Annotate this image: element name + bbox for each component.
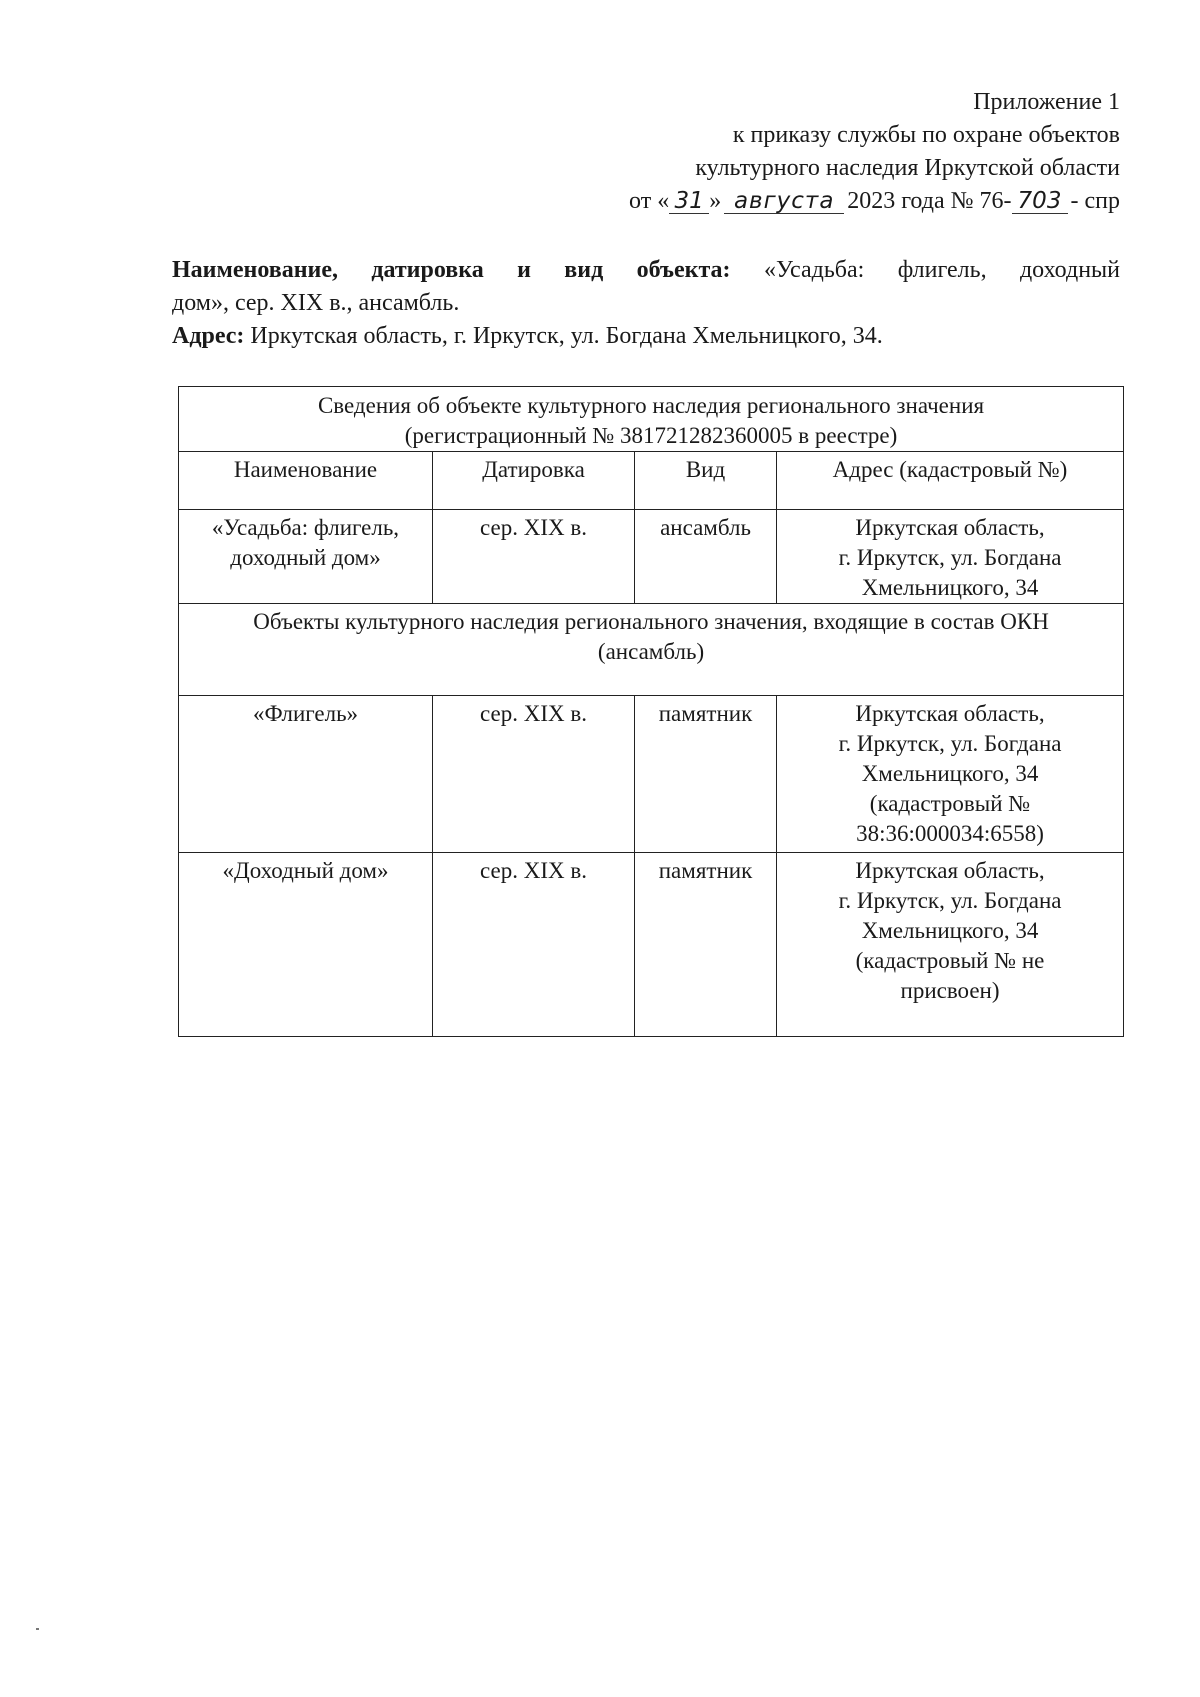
table-title-row — [179, 387, 1124, 452]
date-prefix: от « — [629, 188, 670, 214]
table-subtitle-row — [179, 604, 1124, 696]
column-header-name: Наименование — [179, 452, 433, 510]
handwritten-day: 31 — [669, 189, 709, 214]
table-row — [179, 510, 1124, 604]
table-row — [179, 853, 1124, 1037]
object-name-line — [172, 254, 1120, 287]
appendix-header — [560, 86, 1120, 218]
cell-address: Иркутская область, г. Иркутск, ул. Богдана Хмельницкого, 34 — [777, 510, 1124, 604]
date-mid: » — [709, 188, 722, 214]
object-address-label: Адрес: — [172, 323, 245, 349]
object-address-value: Иркутская область, г. Иркутск, ул. Богдана Хмельницкого, 34. — [250, 323, 883, 349]
column-header-type: Вид — [635, 452, 777, 510]
heritage-object-table — [178, 386, 1124, 1037]
cell-dating: сер. XIX в. — [433, 510, 635, 604]
cell-dating: сер. XIX в. — [433, 853, 635, 1037]
table-title-cell: Сведения об объекте культурного наследия регионального значения (регистрационный № 381721282360005 в реестре) — [179, 387, 1124, 452]
cell-type: ансамбль — [635, 510, 777, 604]
cell-dating: сер. XIX в. — [433, 696, 635, 853]
object-info — [172, 254, 1120, 353]
order-reference: к приказу службы по охране объектов — [732, 122, 1120, 148]
table-row — [179, 696, 1124, 853]
cell-name: «Доходный дом» — [179, 853, 433, 1037]
scan-speck — [36, 1628, 39, 1630]
date-year-text: 2023 года № 76- — [847, 188, 1012, 214]
order-date-line — [560, 185, 1120, 218]
handwritten-month: августа — [724, 189, 844, 214]
object-name-continuation: дом», сер. XIX в., ансамбль. — [172, 290, 460, 316]
table-subtitle-cell: Объекты культурного наследия регионального значения, входящие в состав ОКН (ансамбль) — [179, 604, 1124, 696]
cell-name: «Флигель» — [179, 696, 433, 853]
cell-type: памятник — [635, 696, 777, 853]
handwritten-order-number: 703 — [1012, 189, 1068, 214]
object-name-label: Наименование, датировка и вид объекта: — [172, 257, 731, 283]
column-header-dating: Датировка — [433, 452, 635, 510]
table-header-row — [179, 452, 1124, 510]
order-suffix: - спр — [1070, 188, 1120, 214]
object-name-value: «Усадьба: флигель, доходный — [763, 257, 1121, 283]
column-header-address: Адрес (кадастровый №) — [777, 452, 1124, 510]
cell-type: памятник — [635, 853, 777, 1037]
appendix-title: Приложение 1 — [973, 89, 1120, 115]
cell-name: «Усадьба: флигель, доходный дом» — [179, 510, 433, 604]
cell-address: Иркутская область, г. Иркутск, ул. Богдана Хмельницкого, 34 (кадастровый № не присвоен) — [777, 853, 1124, 1037]
issuing-authority: культурного наследия Иркутской области — [695, 155, 1120, 181]
cell-address: Иркутская область, г. Иркутск, ул. Богдана Хмельницкого, 34 (кадастровый № 38:36:000034:6558) — [777, 696, 1124, 853]
object-address-line — [172, 320, 1120, 353]
